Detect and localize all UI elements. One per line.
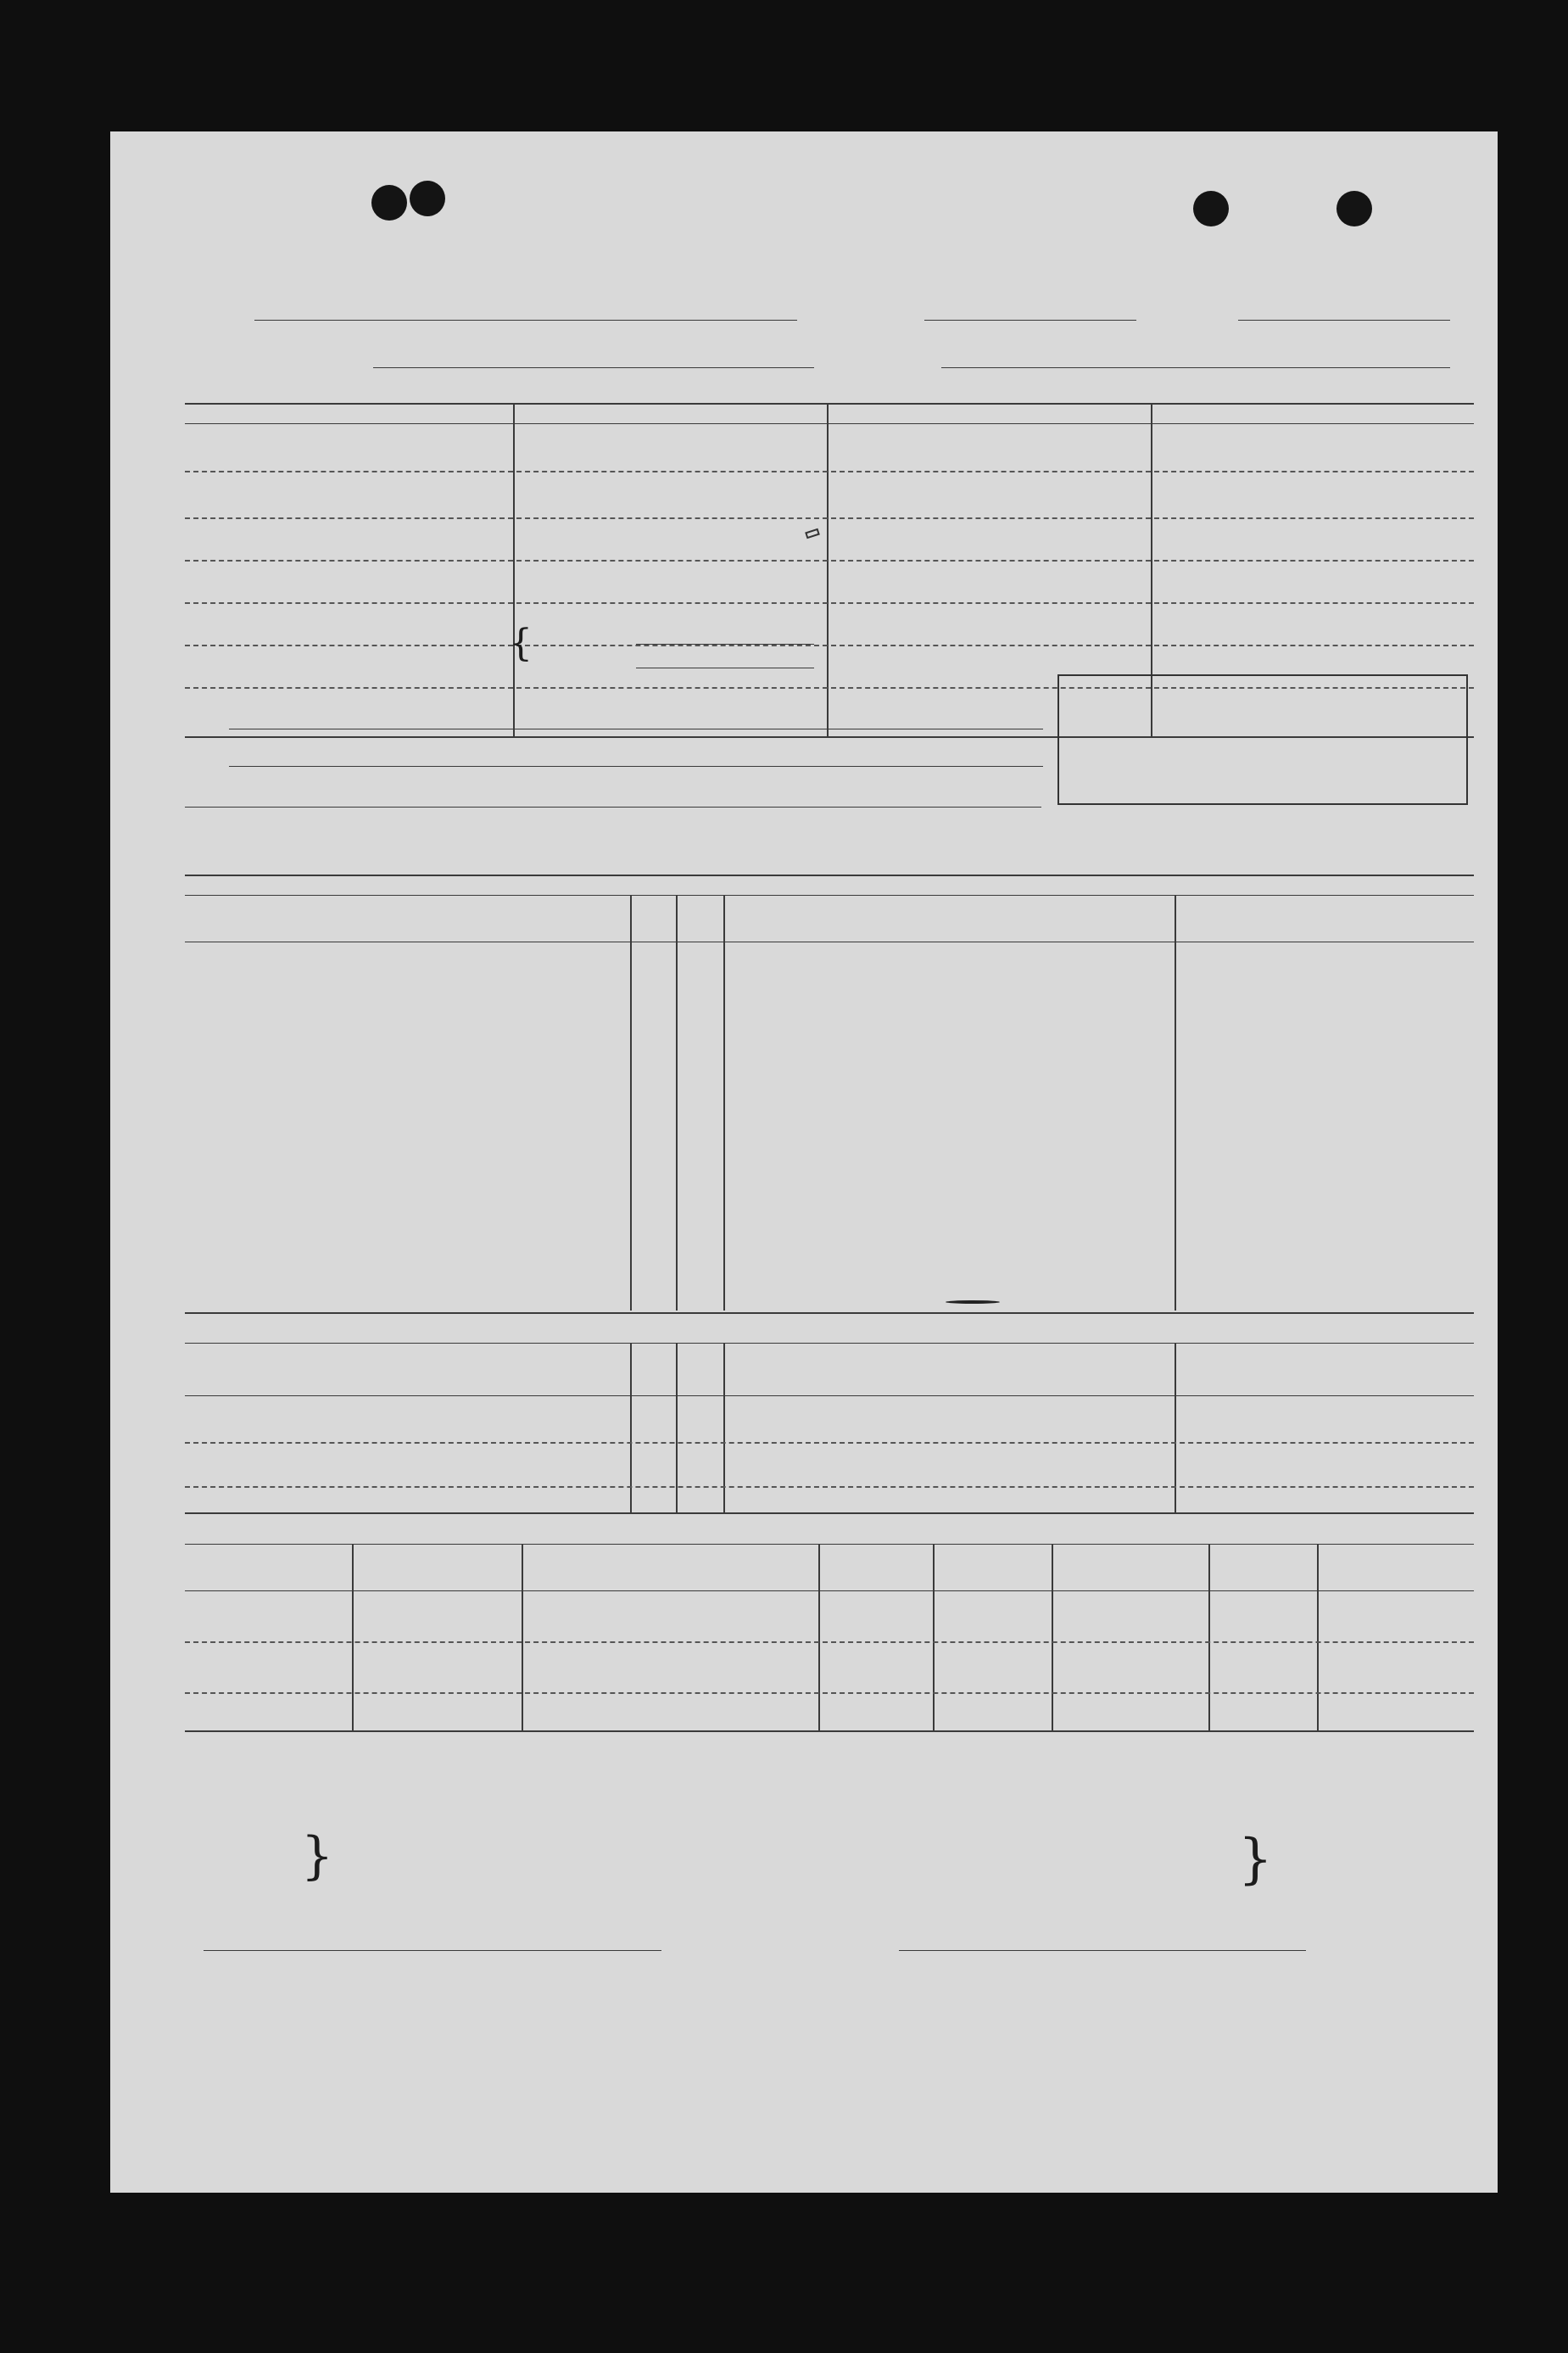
punch-hole [1193, 191, 1229, 226]
counts-brace: } [301, 1826, 334, 1886]
case-brace: } [1238, 1828, 1273, 1891]
punch-hole [410, 181, 445, 216]
punch-hole [1336, 191, 1372, 226]
official-use-box [1057, 674, 1468, 805]
passenger-circled-count [946, 1300, 1000, 1304]
declaration-form-sheet [110, 131, 1498, 2193]
statistics-stamp [805, 528, 820, 539]
punch-hole [371, 185, 407, 221]
manifests-brace: { [509, 622, 533, 665]
